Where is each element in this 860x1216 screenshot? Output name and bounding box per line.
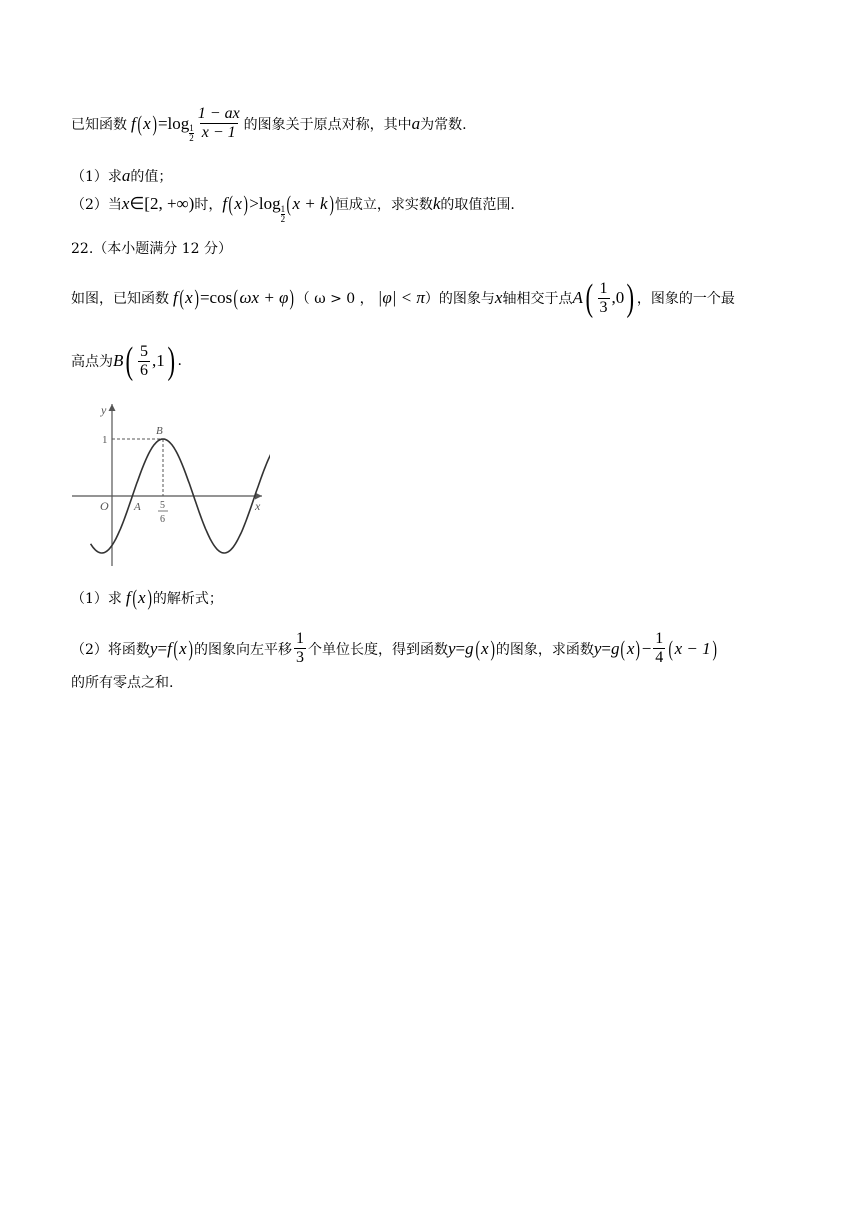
q21-part1: （1）求 a 的值；: [71, 166, 173, 185]
x-var: x: [143, 113, 151, 133]
q22-intro-line1: 如图，已知函数 f ( x ) = cos ( ωx + φ ) （ ω > 0 ， |φ| < π ）的图象与 x 轴相交于点 A ( $\frac{1}{3}$ ,0 ) ，图象的一个最: [71, 277, 735, 319]
a-var: a: [121, 166, 131, 185]
log-argument-fraction: $\frac{1 - ax}{x - 1}$: [197, 105, 240, 141]
log-base: 1 2: [189, 123, 194, 143]
cosine-graph: [70, 398, 270, 568]
coefficient-fraction: $\frac{1}{4}$: [655, 630, 664, 666]
q22-part2: （2）将函数 y = f ( x ) 的图象向左平移 $\frac{1}{3}$ 个单位长度，得到函数 y = g ( x ) 的图象，求函数 y = g ( x ) − $\frac{1}{4}$ ( x − 1 ): [71, 630, 717, 666]
q21-intro: 已知函数 f ( x ) = log 1 2 $\frac{1 - ax}{x - 1}$ 的图象关于原点对称，其中 a 为常数.: [71, 105, 467, 143]
point-A-label: A: [572, 288, 583, 307]
q22-header: 22.（本小题满分 12 分）: [71, 241, 232, 257]
q21-part2: （2）当 x ∈ [ 2, +∞ ) 时， f ( x ) > log 1 2 ( x + k ) 恒成立，求实数 k 的取值范围.: [71, 191, 515, 224]
x-tick-num: 5: [160, 500, 165, 511]
q21-intro-post2: 为常数.: [420, 116, 467, 133]
equals: =: [157, 113, 168, 133]
point-A-graph-label: A: [134, 501, 141, 513]
y-tick-1: 1: [102, 434, 108, 446]
log-base: 1 2: [280, 203, 286, 224]
origin-label: O: [100, 499, 109, 513]
y-axis-label: y: [101, 403, 107, 417]
point-B-x-fraction: $\frac{5}{6}$: [140, 342, 149, 379]
x-tick-den: 6: [160, 514, 165, 525]
f-symbol: f: [131, 113, 136, 133]
log-text: log: [167, 113, 190, 133]
point-B-graph-label: B: [156, 425, 163, 437]
point-B-label: B: [113, 351, 124, 370]
x-axis-label: x: [255, 499, 261, 513]
shift-fraction: $\frac{1}{3}$: [296, 630, 304, 666]
q21-intro-post: 的图象关于原点对称，其中: [243, 116, 412, 133]
q22-intro-line2: 高点为 B ( $\frac{5}{6}$ ,1 ) .: [71, 340, 182, 382]
q21-intro-pre: 已知函数: [71, 116, 127, 133]
interval: 2, +∞: [149, 194, 189, 213]
q22-part1: （1）求 f ( x ) 的解析式；: [71, 585, 223, 610]
q22-part2-line2: 的所有零点之和.: [71, 675, 174, 691]
point-A-x-fraction: $\frac{1}{3}$: [599, 279, 608, 316]
a-var: a: [411, 113, 421, 133]
